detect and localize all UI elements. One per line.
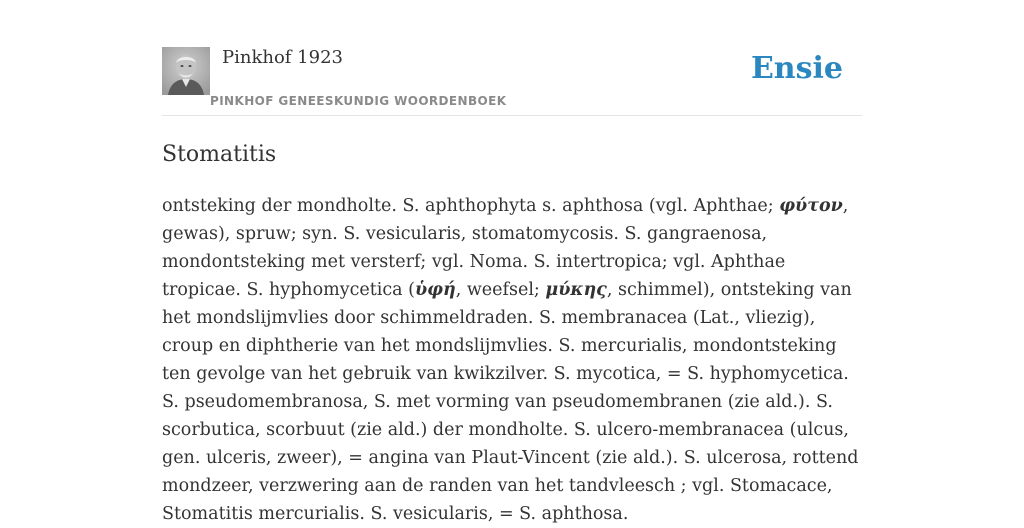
source-title[interactable]: PINKHOF GENEESKUNDIG WOORDENBOEK xyxy=(210,94,507,108)
ensie-logo[interactable]: Ensie xyxy=(750,51,843,86)
definition-text: , schimmel), ontsteking van het mondslijmvlies door schimmeldraden. S. membranacea (Lat., vliezig), croup en diphtherie van het mondslijmvlies. S. mercurialis, mondontsteking ten gevolge van het gebruik van kwikzilver. S. mycotica, = S. hyphomycetica. S. pseudomembranosa, S. met vorming van pseudomembranen (zie ald.). S. scorbutica, scorbuut (zie ald.) der mondholte. S. ulcero-membranacea (ulcus, gen. ulceris, zweer), = angina van Plaut-Vincent (zie ald.). S. ulcerosa, rottend mondzeer, verzwering aan de randen van het tandvleesch ; vgl. Stomacace, Stomatitis mercurialis. S. vesicularis, = S. aphthosa. xyxy=(162,280,859,524)
definition-text: ontsteking der mondholte. S. aphthophyta s. aphthosa (vgl. Aphthae; xyxy=(162,196,780,216)
greek-term: φύτον xyxy=(779,196,843,216)
greek-term: ὑφή xyxy=(415,280,456,300)
definition-text: , weefsel; xyxy=(455,280,546,300)
definition-text: , gewas), spruw; syn. S. vesicularis, stomatomycosis. S. gangraenosa, mondontsteking met versterf; vgl. Noma. S. intertropica; vgl. Aphthae tropicae. S. hyphomycetica ( xyxy=(162,196,849,300)
author-name[interactable]: Pinkhof 1923 xyxy=(222,47,343,68)
entry-definition xyxy=(162,192,862,528)
author-avatar[interactable] xyxy=(162,47,210,95)
author-portrait-image xyxy=(162,47,210,95)
header xyxy=(162,46,862,116)
entry-headword: Stomatitis xyxy=(162,142,277,167)
greek-term: μύκης xyxy=(545,280,607,300)
